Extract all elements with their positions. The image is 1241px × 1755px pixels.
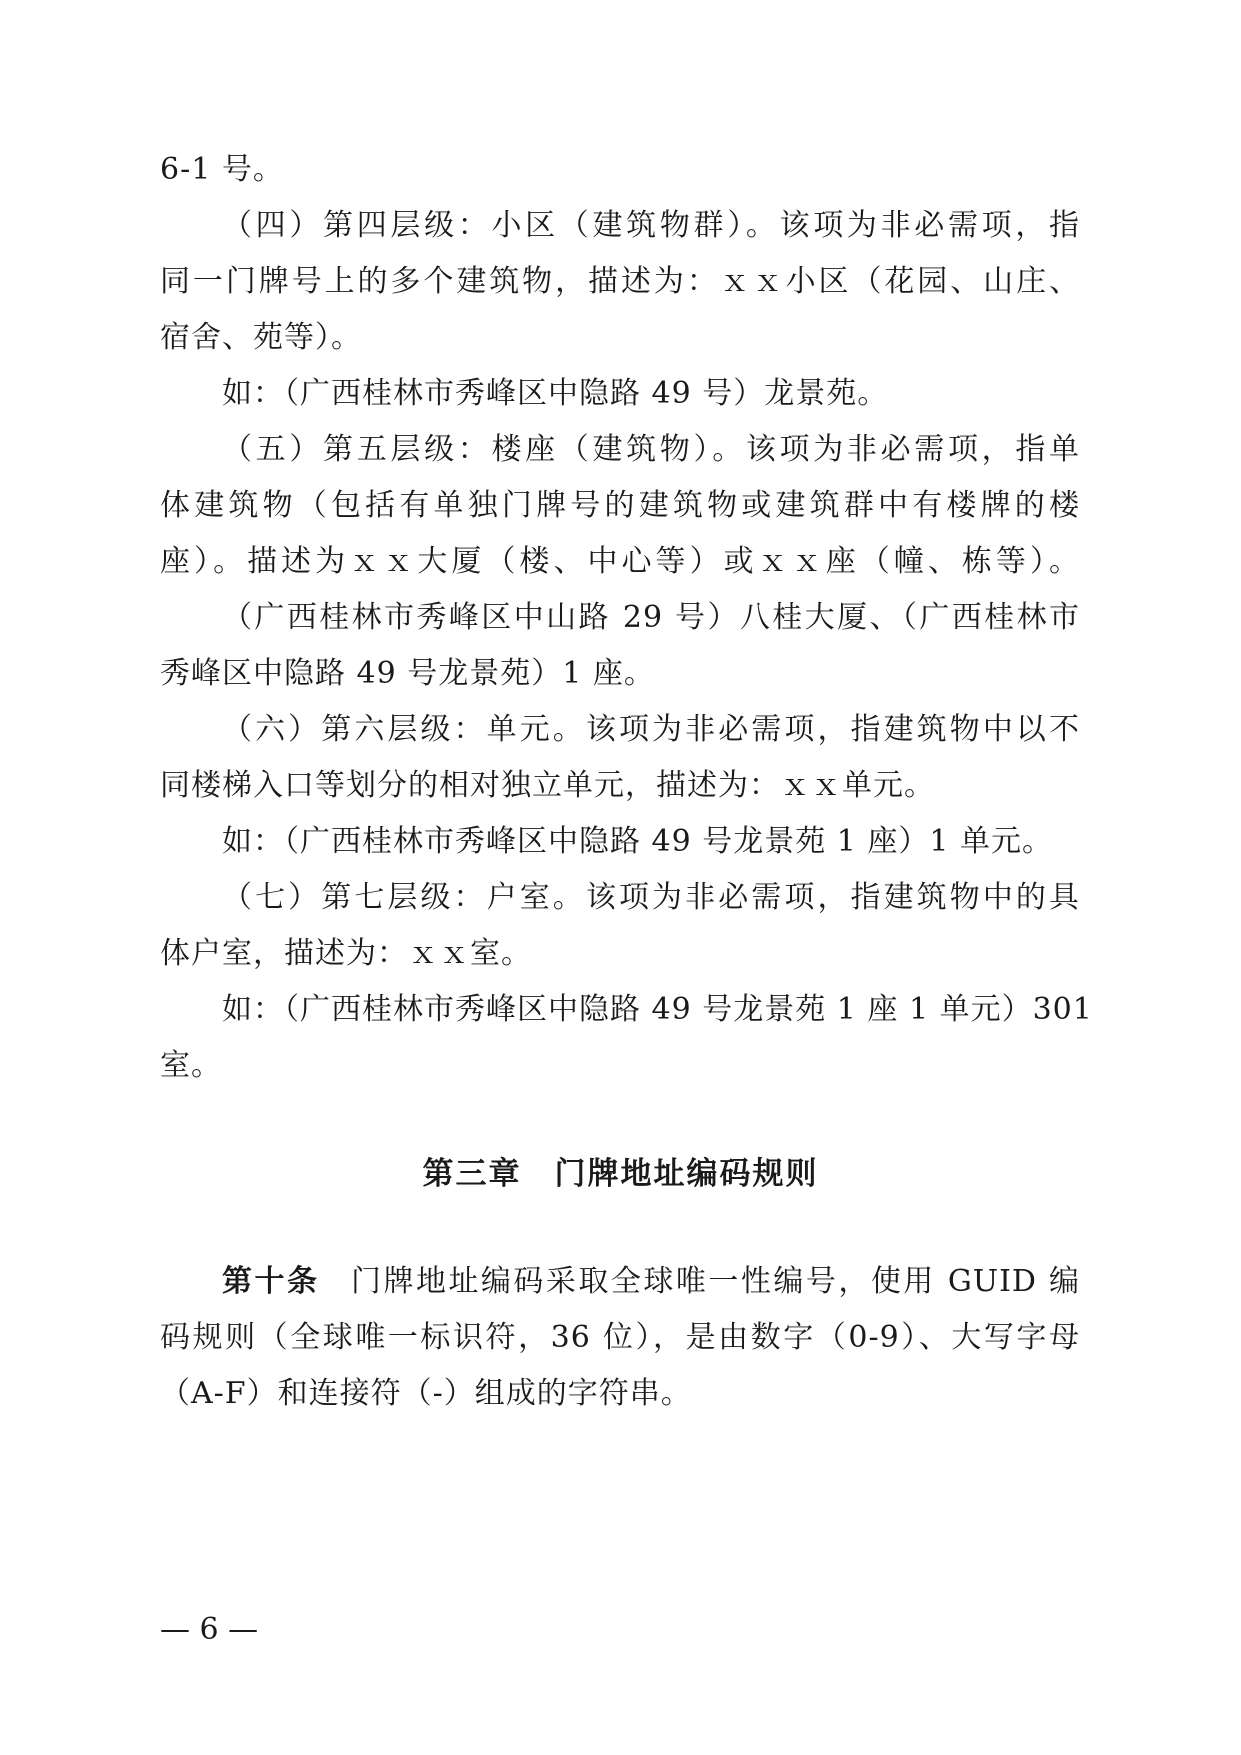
text-line: 体户室，描述为：ｘｘ室。: [160, 936, 532, 971]
text-line: 6-1 号。: [160, 152, 284, 187]
article-lead: 第十条: [222, 1264, 320, 1299]
page-number: — 6 —: [160, 1612, 259, 1647]
text-line: 如：（广西桂林市秀峰区中隐路 49 号）龙景苑。: [222, 376, 889, 411]
text-line: 室。: [160, 1048, 222, 1083]
text-line: （四）第四层级：小区（建筑物群）。该项为非必需项，指: [222, 208, 1080, 243]
text-line: 体建筑物（包括有单独门牌号的建筑物或建筑群中有楼牌的楼: [160, 488, 1080, 523]
text-line: （A-F）和连接符（-）组成的字符串。: [160, 1376, 692, 1411]
text-line: （六）第六层级：单元。该项为非必需项，指建筑物中以不: [222, 712, 1080, 747]
article-text: 门牌地址编码采取全球唯一性编号，使用 GUID 编: [349, 1264, 1081, 1299]
text-line: （广西桂林市秀峰区中山路 29 号）八桂大厦、（广西桂林市: [222, 600, 1080, 635]
text-line: 如：（广西桂林市秀峰区中隐路 49 号龙景苑 1 座 1 单元）301: [222, 992, 1093, 1027]
text-line: （七）第七层级：户室。该项为非必需项，指建筑物中的具: [222, 880, 1080, 915]
text-line: 同楼梯入口等划分的相对独立单元，描述为：ｘｘ单元。: [160, 768, 935, 803]
text-line: 同一门牌号上的多个建筑物，描述为：ｘｘ小区（花园、山庄、: [160, 264, 1080, 299]
text-line: 如：（广西桂林市秀峰区中隐路 49 号龙景苑 1 座）1 单元。: [222, 824, 1054, 859]
text-line: （五）第五层级：楼座（建筑物）。该项为非必需项，指单: [222, 432, 1080, 467]
text-line: 秀峰区中隐路 49 号龙景苑）1 座。: [160, 656, 655, 691]
text-line: 码规则（全球唯一标识符，36 位），是由数字（0-9）、大写字母: [160, 1320, 1080, 1355]
text-line: 座）。描述为ｘｘ大厦（楼、中心等）或ｘｘ座（幢、栋等）。: [160, 544, 1080, 579]
chapter-heading: 第三章 门牌地址编码规则: [422, 1156, 819, 1192]
article-first-line: [222, 1262, 1080, 1302]
text-line: 宿舍、苑等）。: [160, 320, 362, 355]
